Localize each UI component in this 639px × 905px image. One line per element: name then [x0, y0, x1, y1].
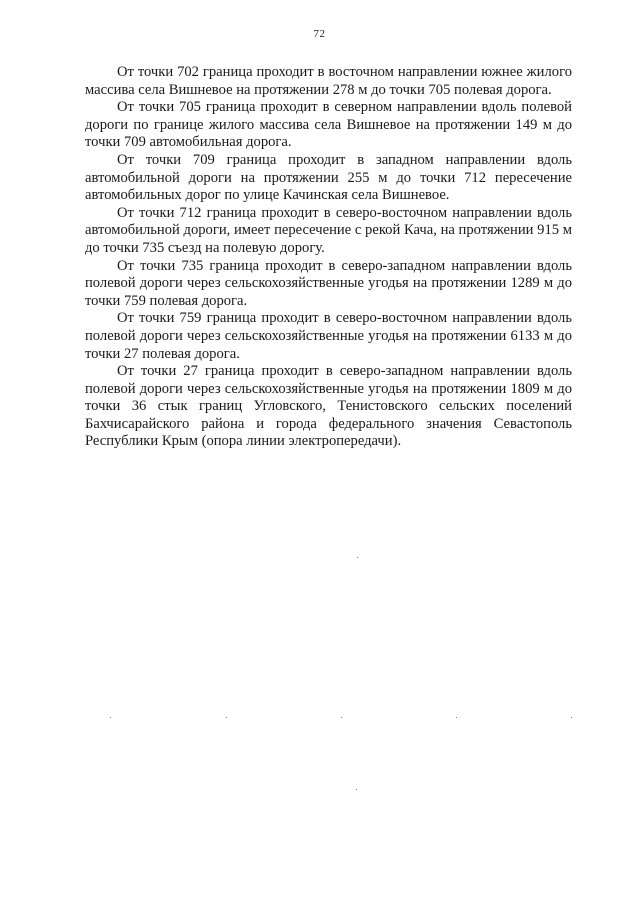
scan-speck: [110, 717, 111, 718]
document-body: [85, 64, 572, 451]
paragraph: От точки 735 граница проходит в северо-западном направлении вдоль полевой дороги через сельскохозяйственные угодья на протяжении 1289 м до точки 759 полевая дорога.: [85, 257, 572, 309]
paragraph: От точки 759 граница проходит в северо-восточном направлении вдоль полевой дороги через сельскохозяйственные угодья на протяжении 6133 м до точки 27 полевая дорога.: [85, 310, 572, 362]
paragraph: От точки 27 граница проходит в северо-западном направлении вдоль полевой дороги через сельскохозяйственные угодья на протяжении 1809 м до точки 36 стык границ Угловского, Тенистовского сельских поселений Бахчисарайского района и города федерального значения Севастополь Республики Крым (опора линии электропередачи).: [85, 363, 572, 450]
scan-speck: [341, 717, 342, 718]
scan-speck: [571, 717, 572, 718]
scan-speck: [357, 557, 358, 558]
paragraph: От точки 702 граница проходит в восточном направлении южнее жилого массива села Вишневое на протяжении 278 м до точки 705 полевая дорога.: [85, 64, 572, 98]
paragraph: От точки 705 граница проходит в северном направлении вдоль полевой дороги по границе жилого массива села Вишневое на протяжении 149 м до точки 709 автомобильная дорога.: [85, 99, 572, 151]
scan-speck: [356, 789, 357, 790]
paragraph: От точки 712 граница проходит в северо-восточном направлении вдоль автомобильной дороги, имеет пересечение с рекой Кача, на протяжении 915 м до точки 735 съезд на полевую дорогу.: [85, 204, 572, 256]
paragraph: От точки 709 граница проходит в западном направлении вдоль автомобильной дороги на протяжении 255 м до точки 712 пересечение автомобильных дорог по улице Качинская села Вишневое.: [85, 151, 572, 204]
scan-speck: [226, 717, 227, 718]
page-number: 72: [313, 28, 326, 40]
scan-speck: [456, 717, 457, 718]
